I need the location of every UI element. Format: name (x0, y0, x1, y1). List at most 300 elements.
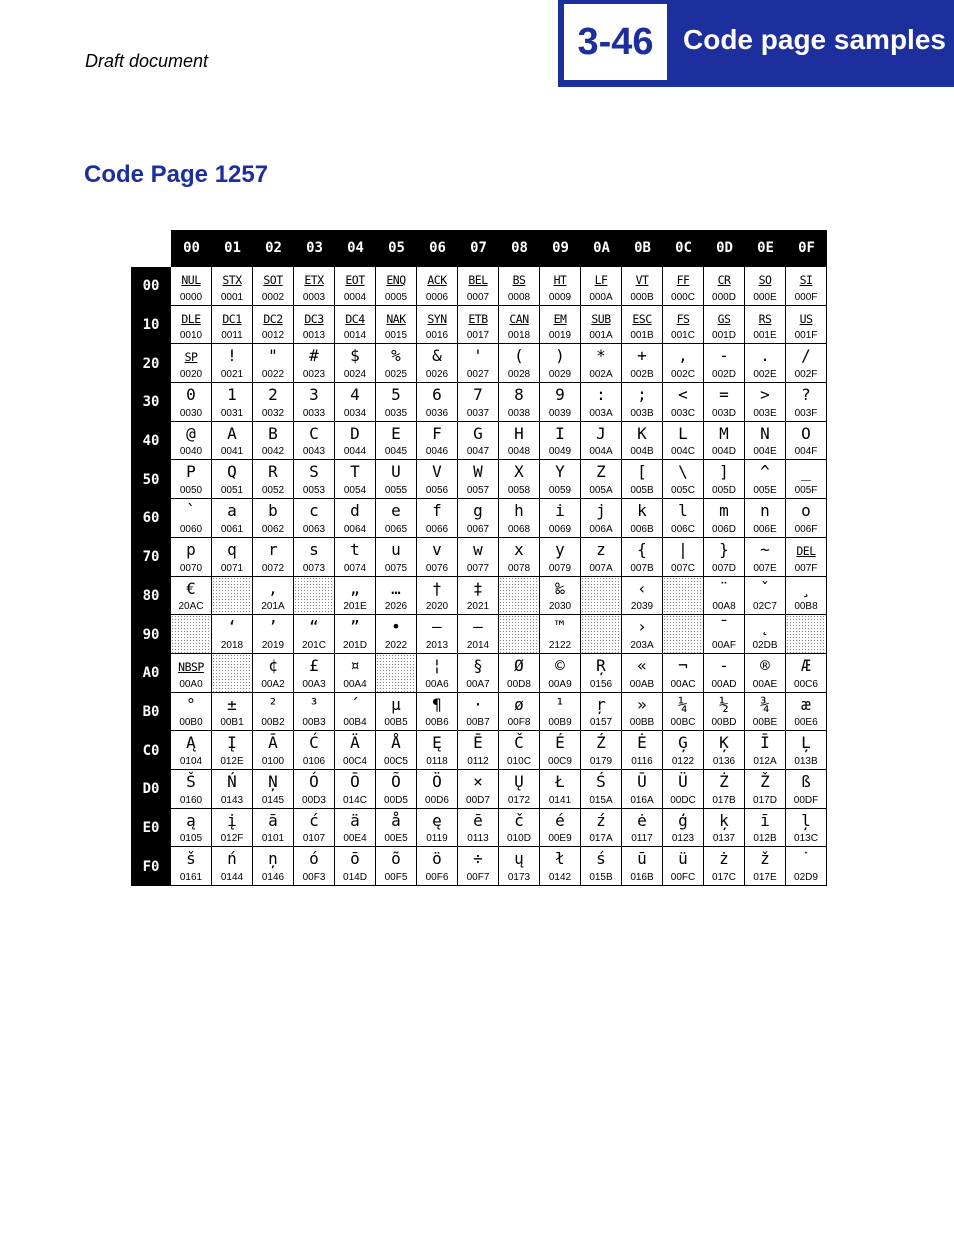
char-cell (417, 499, 458, 538)
char-glyph: ¢ (268, 655, 278, 675)
char-glyph: ¦ (432, 655, 442, 675)
unicode-value: 005B (630, 485, 654, 497)
unicode-value: 00F8 (507, 717, 531, 729)
unicode-value: 002C (671, 369, 695, 381)
char-cell (581, 267, 622, 306)
row-header: 30 (131, 383, 171, 422)
char-glyph: „ (350, 578, 360, 598)
char-cell (458, 422, 499, 461)
char-cell (663, 809, 704, 848)
char-glyph: š (186, 849, 196, 869)
char-glyph: FS (676, 311, 690, 326)
unicode-value: 010D (507, 833, 531, 845)
unicode-value: 02DB (752, 639, 778, 651)
char-glyph: - (719, 346, 729, 366)
char-glyph: NBSP (178, 659, 204, 674)
char-glyph: ¯ (719, 617, 729, 637)
char-cell (499, 460, 540, 499)
unicode-value: 00BD (711, 717, 737, 729)
char-cell (294, 615, 335, 654)
char-glyph: ! (227, 346, 237, 366)
char-glyph: m (719, 501, 729, 521)
unicode-value: 0039 (548, 407, 572, 419)
char-cell (745, 847, 786, 886)
undefined-cell (294, 577, 335, 616)
unicode-value: 00A3 (302, 678, 326, 690)
char-glyph: • (391, 617, 401, 637)
unicode-value: 0030 (179, 407, 203, 419)
char-cell (622, 422, 663, 461)
unicode-value: 0067 (466, 523, 490, 535)
char-glyph: $ (350, 346, 360, 366)
char-glyph: Ū (637, 771, 647, 791)
char-glyph: r (268, 539, 278, 559)
char-glyph: CR (717, 273, 731, 287)
unicode-value: 2019 (261, 639, 285, 651)
unicode-value: 0056 (425, 485, 449, 497)
char-glyph: ß (801, 771, 811, 791)
unicode-value: 000C (671, 291, 695, 303)
row-header: 00 (131, 267, 171, 306)
column-header: 0B (622, 230, 663, 267)
char-glyph: ø (514, 694, 524, 714)
char-glyph: É (555, 733, 565, 753)
unicode-value: 00B5 (384, 717, 408, 729)
char-glyph: ; (637, 385, 647, 405)
char-cell (212, 809, 253, 848)
char-cell (458, 344, 499, 383)
unicode-value: 00A6 (425, 678, 449, 690)
unicode-value: 0034 (343, 407, 367, 419)
unicode-value: 003B (630, 407, 654, 419)
char-cell (335, 770, 376, 809)
char-cell (417, 577, 458, 616)
unicode-value: 015B (589, 872, 613, 883)
char-cell (417, 267, 458, 306)
unicode-value: 00AC (670, 678, 696, 690)
unicode-value: 0027 (466, 369, 490, 381)
char-cell (253, 383, 294, 422)
unicode-value: 00C9 (548, 755, 572, 767)
char-cell (786, 693, 827, 732)
unicode-value: 0061 (220, 523, 244, 535)
char-glyph: ” (350, 617, 360, 637)
char-glyph: ] (719, 462, 729, 482)
unicode-value: 0004 (343, 291, 367, 303)
char-glyph: 6 (432, 385, 442, 405)
unicode-value: 00B1 (220, 717, 244, 729)
char-glyph: = (719, 385, 729, 405)
char-cell (663, 770, 704, 809)
char-cell (335, 422, 376, 461)
char-glyph: c (309, 501, 319, 521)
unicode-value: 0008 (507, 291, 531, 303)
char-cell (663, 731, 704, 770)
unicode-value: 001C (671, 330, 695, 342)
char-glyph: “ (309, 617, 319, 637)
char-cell (458, 654, 499, 693)
char-glyph: ENQ (386, 273, 406, 287)
char-glyph: O (801, 423, 811, 443)
char-cell (335, 809, 376, 848)
char-cell (745, 422, 786, 461)
undefined-cell (663, 577, 704, 616)
unicode-value: 0000 (179, 291, 203, 303)
unicode-value: 0012 (261, 330, 285, 342)
char-cell (581, 422, 622, 461)
char-glyph: « (637, 655, 647, 675)
char-cell (171, 577, 212, 616)
unicode-value: 017D (753, 794, 777, 806)
unicode-value: 0161 (179, 872, 203, 883)
char-glyph: † (432, 578, 442, 598)
char-cell (663, 654, 704, 693)
unicode-value: 0051 (220, 485, 244, 497)
char-cell (622, 267, 663, 306)
char-glyph: Õ (391, 771, 401, 791)
char-cell (458, 809, 499, 848)
char-glyph: — (473, 617, 483, 637)
char-cell (335, 615, 376, 654)
char-cell (294, 344, 335, 383)
char-glyph: ' (473, 346, 483, 366)
char-glyph: B (268, 423, 278, 443)
unicode-value: 2030 (548, 601, 572, 613)
unicode-value: 0010 (179, 330, 203, 342)
unicode-value: 0009 (548, 291, 572, 303)
char-cell (376, 615, 417, 654)
char-glyph: Z (596, 462, 606, 482)
char-cell (499, 499, 540, 538)
column-header: 0F (786, 230, 827, 267)
char-cell (663, 344, 704, 383)
char-glyph: Ŗ (596, 655, 606, 675)
char-glyph: [ (637, 462, 647, 482)
char-glyph: ģ (678, 810, 688, 830)
unicode-value: 0033 (302, 407, 326, 419)
char-cell (417, 847, 458, 886)
char-glyph: ‹ (637, 578, 647, 598)
char-glyph: DEL (796, 543, 816, 558)
char-glyph: ± (227, 694, 237, 714)
char-cell (171, 422, 212, 461)
char-glyph: ˙ (801, 849, 811, 869)
char-cell (581, 847, 622, 886)
column-header: 09 (540, 230, 581, 267)
char-cell (540, 809, 581, 848)
char-cell (745, 306, 786, 345)
char-cell (376, 770, 417, 809)
unicode-value: 012B (753, 833, 777, 845)
unicode-value: 2122 (548, 639, 572, 651)
char-cell (212, 847, 253, 886)
unicode-value: 012E (220, 755, 244, 767)
char-cell (704, 460, 745, 499)
unicode-value: 0011 (221, 330, 243, 342)
unicode-value: 0025 (384, 369, 408, 381)
char-cell (253, 654, 294, 693)
column-header: 0C (663, 230, 704, 267)
char-glyph: n (760, 501, 770, 521)
char-glyph: K (637, 423, 647, 443)
char-cell (745, 499, 786, 538)
char-cell (499, 538, 540, 577)
char-cell (335, 577, 376, 616)
char-cell (171, 847, 212, 886)
char-glyph: ( (514, 346, 524, 366)
char-glyph: Ē (473, 733, 483, 753)
char-glyph: t (350, 539, 360, 559)
char-glyph: a (227, 501, 237, 521)
char-glyph: Å (391, 733, 401, 753)
char-glyph: ć (309, 810, 319, 830)
unicode-value: 0113 (467, 833, 489, 845)
char-glyph: § (473, 655, 483, 675)
char-glyph: ¹ (555, 694, 565, 714)
char-glyph: BS (512, 273, 526, 287)
unicode-value: 000F (794, 291, 818, 303)
char-cell (335, 344, 376, 383)
char-cell (622, 499, 663, 538)
char-glyph: ō (350, 849, 360, 869)
char-cell (786, 577, 827, 616)
unicode-value: 0066 (425, 523, 449, 535)
unicode-value: 017A (589, 833, 613, 845)
table-corner (131, 230, 171, 267)
char-glyph: ų (514, 849, 524, 869)
char-glyph: } (719, 539, 729, 559)
char-cell (376, 693, 417, 732)
unicode-value: 00B0 (179, 717, 203, 729)
unicode-value: 0060 (179, 523, 203, 535)
char-cell (212, 460, 253, 499)
char-glyph: > (760, 385, 770, 405)
undefined-cell (499, 615, 540, 654)
unicode-value: 003E (753, 407, 777, 419)
char-cell (376, 267, 417, 306)
unicode-value: 007C (671, 562, 695, 574)
row-header: A0 (131, 654, 171, 693)
char-glyph: < (678, 385, 688, 405)
char-cell (294, 693, 335, 732)
char-cell (458, 615, 499, 654)
unicode-value: 0016 (425, 330, 449, 342)
unicode-value: 2021 (466, 601, 490, 613)
unicode-value: 0038 (507, 407, 531, 419)
char-cell (745, 615, 786, 654)
row-header: B0 (131, 693, 171, 732)
row-header: 10 (131, 306, 171, 345)
char-glyph: D (350, 423, 360, 443)
char-cell (622, 654, 663, 693)
unicode-value: 007B (630, 562, 654, 574)
unicode-value: 0029 (548, 369, 572, 381)
unicode-value: 0041 (220, 446, 244, 458)
char-glyph: ~ (760, 539, 770, 559)
char-glyph: ą (186, 810, 196, 830)
char-cell (376, 538, 417, 577)
char-glyph: ī (760, 810, 770, 830)
char-glyph: ° (186, 694, 196, 714)
unicode-value: 0013 (302, 330, 326, 342)
column-header: 02 (253, 230, 294, 267)
char-cell (622, 693, 663, 732)
column-header: 05 (376, 230, 417, 267)
char-cell (745, 344, 786, 383)
char-cell (171, 344, 212, 383)
char-glyph: – (432, 617, 442, 637)
char-glyph: å (391, 810, 401, 830)
unicode-value: 00A7 (466, 678, 490, 690)
char-cell (171, 731, 212, 770)
unicode-value: 004A (589, 446, 613, 458)
char-glyph: J (596, 423, 606, 443)
char-glyph: Ł (555, 771, 565, 791)
char-glyph: ä (350, 810, 360, 830)
char-cell (540, 383, 581, 422)
char-cell (499, 809, 540, 848)
unicode-value: 002D (712, 369, 736, 381)
char-cell (622, 809, 663, 848)
unicode-value: 0075 (384, 562, 408, 574)
unicode-value: 0117 (631, 833, 653, 845)
unicode-value: 00E6 (794, 717, 818, 729)
char-glyph: ś (596, 849, 606, 869)
char-glyph: Ø (514, 655, 524, 675)
table-row (131, 499, 827, 538)
char-cell (335, 460, 376, 499)
char-glyph: ‘ (227, 617, 237, 637)
unicode-value: 00A9 (548, 678, 572, 690)
unicode-value: 0058 (507, 485, 531, 497)
char-cell (335, 693, 376, 732)
char-cell (253, 422, 294, 461)
char-glyph: U (391, 462, 401, 482)
unicode-value: 0145 (261, 794, 285, 806)
column-header: 07 (458, 230, 499, 267)
undefined-cell (171, 615, 212, 654)
char-cell (253, 306, 294, 345)
char-glyph: q (227, 539, 237, 559)
char-glyph: Į (227, 733, 237, 753)
section-title: Code page samples (683, 24, 946, 55)
row-header: 50 (131, 460, 171, 499)
unicode-value: 010C (507, 755, 531, 767)
char-glyph: C (309, 423, 319, 443)
row-header: F0 (131, 847, 171, 886)
char-glyph: T (350, 462, 360, 482)
char-cell (540, 654, 581, 693)
char-glyph: SUB (591, 311, 611, 326)
unicode-value: 002F (794, 369, 818, 381)
column-header: 04 (335, 230, 376, 267)
char-glyph: Q (227, 462, 237, 482)
char-glyph: ˛ (760, 617, 770, 637)
unicode-value: 0074 (343, 562, 367, 574)
char-cell (294, 267, 335, 306)
char-cell (294, 306, 335, 345)
char-glyph: ESC (632, 311, 652, 326)
char-cell (745, 693, 786, 732)
row-header: 20 (131, 344, 171, 383)
unicode-value: 00B2 (261, 717, 285, 729)
unicode-value: 02D9 (794, 872, 818, 883)
char-glyph: G (473, 423, 483, 443)
char-glyph: o (801, 501, 811, 521)
char-glyph: æ (801, 694, 811, 714)
char-glyph: Æ (801, 655, 811, 675)
char-cell (417, 383, 458, 422)
char-cell (417, 693, 458, 732)
char-cell (663, 499, 704, 538)
char-glyph: ē (473, 810, 483, 830)
char-cell (171, 460, 212, 499)
char-glyph: 4 (350, 385, 360, 405)
char-glyph: i (555, 501, 565, 521)
char-cell (499, 267, 540, 306)
char-cell (499, 654, 540, 693)
unicode-value: 00A2 (261, 678, 285, 690)
char-glyph: e (391, 501, 401, 521)
unicode-value: 0157 (589, 717, 613, 729)
unicode-value: 0160 (179, 794, 203, 806)
unicode-value: 00E5 (384, 833, 408, 845)
unicode-value: 00B6 (425, 717, 449, 729)
unicode-value: 0064 (343, 523, 367, 535)
char-glyph: d (350, 501, 360, 521)
unicode-value: 0021 (220, 369, 244, 381)
unicode-value: 0001 (220, 291, 244, 303)
char-glyph: £ (309, 655, 319, 675)
char-glyph: SO (758, 273, 772, 287)
char-cell (540, 615, 581, 654)
char-cell (253, 499, 294, 538)
char-cell (417, 615, 458, 654)
char-glyph: ? (801, 385, 811, 405)
char-cell (786, 809, 827, 848)
column-header: 06 (417, 230, 458, 267)
char-cell (212, 499, 253, 538)
unicode-value: 0156 (589, 678, 613, 690)
char-glyph: EM (553, 311, 567, 326)
unicode-value: 003A (589, 407, 613, 419)
unicode-value: 00B7 (466, 717, 490, 729)
char-glyph: ŗ (596, 694, 606, 714)
unicode-value: 007E (753, 562, 777, 574)
char-glyph: Ā (268, 733, 278, 753)
char-cell (581, 693, 622, 732)
char-cell (663, 847, 704, 886)
char-glyph: S (309, 462, 319, 482)
char-glyph: ETB (468, 311, 488, 326)
char-glyph: Ž (760, 771, 770, 791)
char-cell (540, 422, 581, 461)
undefined-cell (581, 577, 622, 616)
table-row (131, 693, 827, 732)
char-glyph: ) (555, 346, 565, 366)
char-glyph: _ (801, 462, 811, 482)
char-glyph: z (596, 539, 606, 559)
unicode-value: 0143 (220, 794, 244, 806)
char-glyph: N (760, 423, 770, 443)
unicode-value: 20AC (178, 601, 204, 613)
char-cell (294, 731, 335, 770)
char-glyph: { (637, 539, 647, 559)
char-cell (704, 615, 745, 654)
char-cell (335, 306, 376, 345)
char-cell (540, 538, 581, 577)
unicode-value: 0076 (425, 562, 449, 574)
